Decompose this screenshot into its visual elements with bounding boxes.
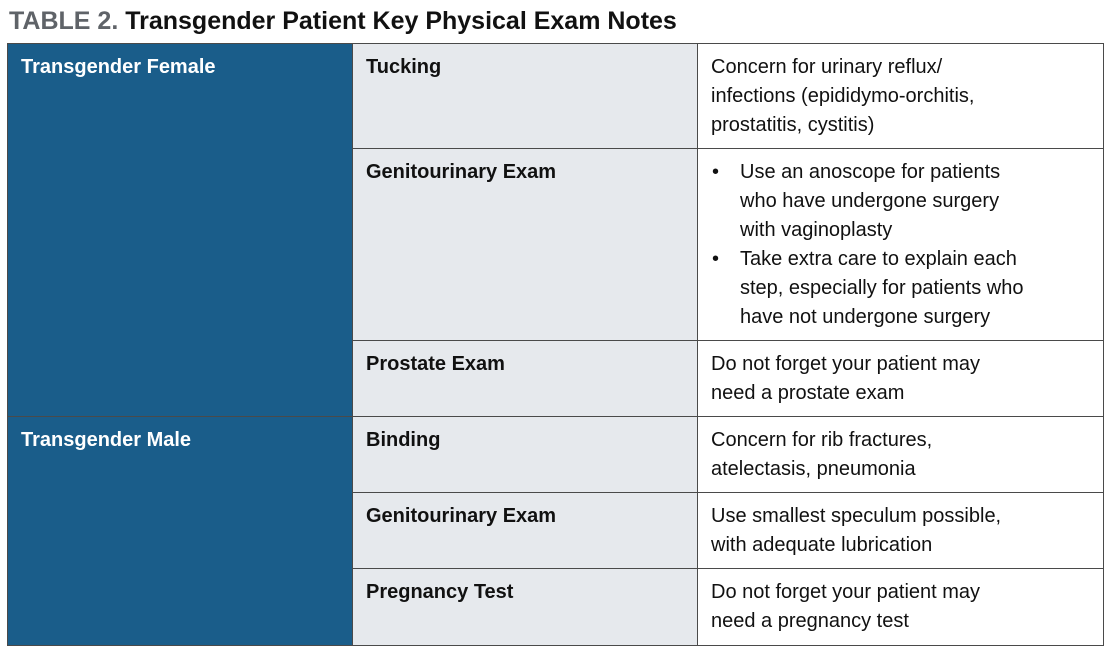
note-line: Use an anoscope for patients	[740, 161, 1001, 183]
table-title-text: Transgender Patient Key Physical Exam Notes	[125, 7, 677, 35]
exam-notes-table	[7, 43, 1104, 646]
row-label: Tucking	[353, 44, 698, 149]
row-label: Pregnancy Test	[353, 569, 698, 646]
bullet-icon: •	[712, 161, 720, 183]
note-bullet	[711, 158, 1091, 245]
bullet-icon: •	[712, 248, 720, 270]
row-note	[698, 569, 1104, 646]
note-line: Do not forget your patient may	[711, 581, 981, 603]
row-label: Genitourinary Exam	[353, 493, 698, 569]
note-line: Concern for rib fractures,	[711, 429, 933, 451]
row-label: Prostate Exam	[353, 341, 698, 417]
note-line: need a pregnancy test	[711, 610, 909, 632]
row-note	[698, 149, 1104, 341]
table-row	[8, 417, 1104, 493]
row-label: Binding	[353, 417, 698, 493]
note-line: Do not forget your patient may	[711, 353, 981, 375]
note-line: step, especially for patients who	[740, 277, 1024, 299]
row-note	[698, 44, 1104, 149]
table-number: TABLE 2.	[9, 7, 119, 35]
note-line: Take extra care to explain each	[740, 248, 1017, 270]
row-label: Genitourinary Exam	[353, 149, 698, 341]
note-line: Concern for urinary reflux/	[711, 56, 943, 78]
note-line: atelectasis, pneumonia	[711, 458, 916, 480]
group-cell-transgender-male: Transgender Male	[8, 417, 353, 646]
row-note	[698, 417, 1104, 493]
note-bullet-list	[711, 158, 1091, 332]
table-row	[8, 44, 1104, 149]
note-line: Use smallest speculum possible,	[711, 505, 1002, 527]
note-line: who have undergone surgery	[740, 190, 1000, 212]
row-note	[698, 341, 1104, 417]
note-line: with adequate lubrication	[711, 534, 933, 556]
note-line: have not undergone surgery	[740, 306, 991, 328]
table-title	[9, 2, 677, 40]
note-line: prostatitis, cystitis)	[711, 114, 875, 136]
note-bullet	[711, 245, 1091, 332]
note-line: need a prostate exam	[711, 382, 905, 404]
note-line: infections (epididymo-orchitis,	[711, 85, 975, 107]
row-note	[698, 493, 1104, 569]
group-cell-transgender-female: Transgender Female	[8, 44, 353, 417]
note-line: with vaginoplasty	[740, 219, 893, 241]
